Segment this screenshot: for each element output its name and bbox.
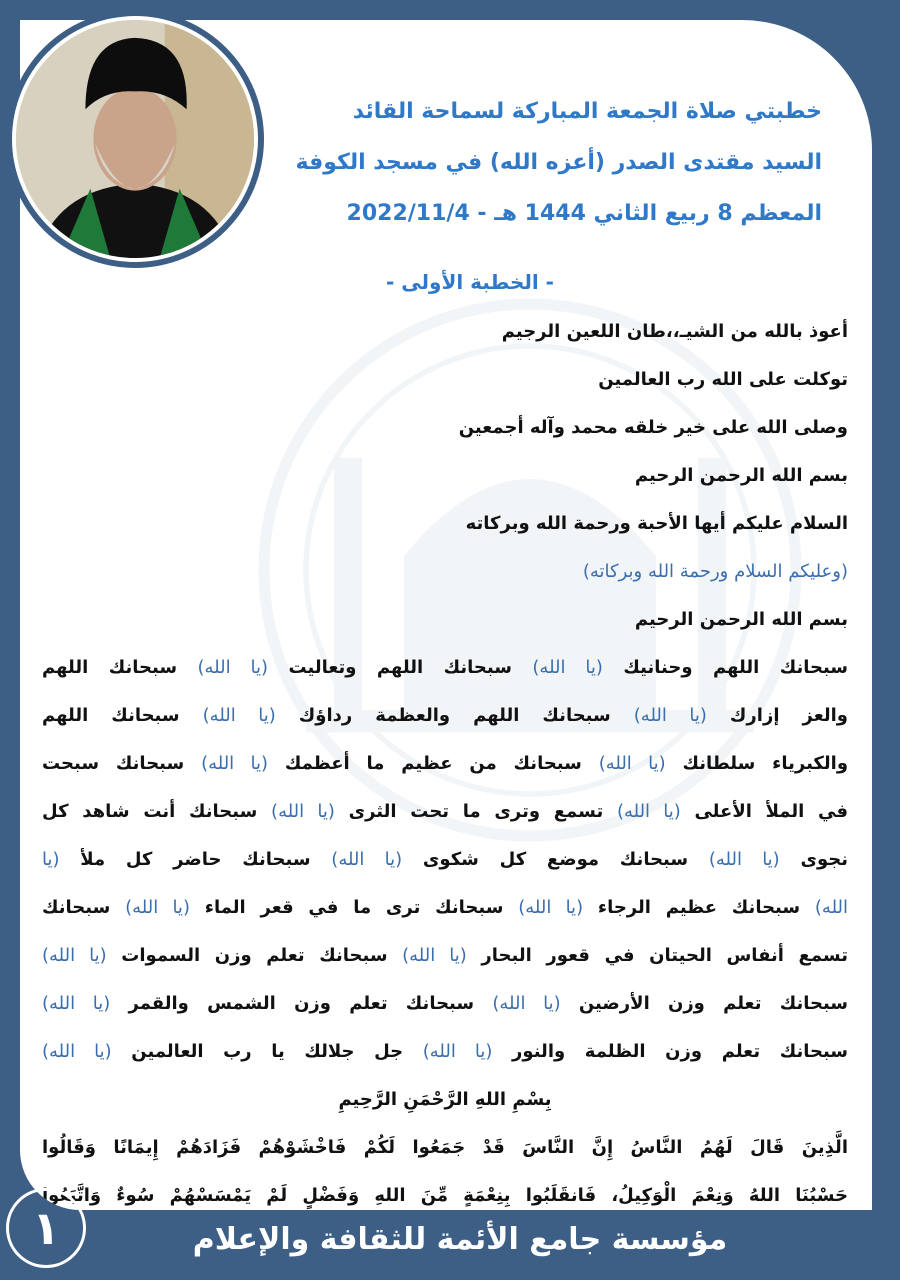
text-line: [42, 644, 848, 692]
invocation-phrase: (يا: [42, 849, 60, 870]
text-segment: سبحانك سبحت: [42, 753, 202, 774]
text-line: [42, 356, 848, 404]
text-line: [42, 1028, 848, 1076]
text-segment: سبحانك عظيم الرجاء: [583, 897, 815, 918]
text-line: [42, 404, 848, 452]
text-segment: في الملأ الأعلى: [680, 801, 849, 822]
invocation-phrase: الله): [814, 897, 849, 918]
invocation-phrase: (يا الله): [42, 1041, 112, 1062]
sermon-title: - الخطبة الأولى -: [386, 270, 554, 294]
text-segment: جل جلالك يا رب العالمين: [111, 1041, 423, 1062]
invocation-phrase: (يا الله): [518, 897, 584, 918]
text-segment: سبحانك ترى ما في قعر الماء: [189, 897, 519, 918]
text-line: [42, 596, 848, 644]
person-icon: [16, 20, 254, 258]
text-segment: والعز إزارك: [706, 705, 848, 726]
text-line: [42, 740, 848, 788]
header-line-2: السيد مقتدى الصدر (أعزه الله) في مسجد الكوفة: [295, 150, 822, 175]
text-segment: أعوذ بالله من الشيـ،،طان اللعين الرجيم: [501, 321, 848, 342]
text-segment: بِسْمِ اللهِ الرَّحْمَنِ الرَّحِيمِ: [338, 1089, 552, 1110]
text-line: [42, 308, 848, 356]
text-segment: سبحانك تعلم وزن الأرضين: [560, 993, 848, 1014]
header-line-1: خطبتي صلاة الجمعة المباركة لسماحة القائد: [352, 99, 822, 124]
invocation-phrase: (يا الله): [598, 753, 666, 774]
text-segment: بسم الله الرحمن الرحيم: [634, 609, 848, 630]
invocation-phrase: (يا الله): [402, 945, 467, 966]
invocation-phrase: (يا الله): [616, 801, 681, 822]
invocation-phrase: (يا الله): [42, 945, 107, 966]
page-number: ١: [6, 1188, 86, 1268]
invocation-phrase: (يا الله): [708, 849, 780, 870]
text-segment: حَسْبُنَا اللهُ وَنِعْمَ الْوَكِيلُ، فَانقَلَبُوا بِنِعْمَةٍ مِّنَ اللهِ وَفَضْلٍ لَمْ يَمْسَسْهُمْ سُوءٌ وَاتَّبَعُوا: [42, 1185, 848, 1206]
text-line: [42, 980, 848, 1028]
speaker-portrait: [6, 10, 264, 268]
text-segment: سبحانك اللهم وتعاليت: [268, 657, 533, 678]
portrait-image: [12, 16, 258, 262]
text-segment: سبحانك اللهم: [42, 705, 203, 726]
text-segment: سبحانك أنت شاهد كل: [42, 801, 272, 822]
text-segment: سبحانك من عظيم ما أعظمك: [268, 753, 599, 774]
text-segment: سبحانك اللهم وحنانيك: [602, 657, 849, 678]
text-segment: سبحانك: [42, 897, 126, 918]
header-title: [262, 86, 822, 239]
text-segment: سبحانك تعلم وزن الشمس والقمر: [110, 993, 493, 1014]
text-segment: سبحانك تعلم وزن السموات: [106, 945, 403, 966]
text-segment: السلام عليكم أيها الأحبة ورحمة الله وبركاته: [465, 513, 848, 534]
text-line: [42, 500, 848, 548]
invocation-phrase: (يا الله): [633, 705, 707, 726]
invocation-phrase: (يا الله): [331, 849, 403, 870]
text-segment: والكبرياء سلطانك: [665, 753, 849, 774]
header-line-3: المعظم 8 ربيع الثاني 1444 هـ - 2022/11/4: [346, 201, 822, 226]
text-line: [42, 884, 848, 932]
text-segment: نجوى: [779, 849, 848, 870]
text-segment: سبحانك اللهم والعظمة رداؤك: [275, 705, 634, 726]
text-line: [42, 788, 848, 836]
text-line: [42, 932, 848, 980]
invocation-phrase: (وعليكم السلام ورحمة الله وبركاته): [582, 561, 848, 582]
text-line: [42, 836, 848, 884]
invocation-phrase: (يا الله): [125, 897, 190, 918]
text-segment: بسم الله الرحمن الرحيم: [634, 465, 848, 486]
text-segment: سبحانك حاضر كل ملأ: [59, 849, 332, 870]
text-line: [42, 452, 848, 500]
invocation-phrase: (يا الله): [422, 1041, 493, 1062]
invocation-phrase: (يا الله): [532, 657, 603, 678]
text-line: [42, 1076, 848, 1124]
invocation-phrase: (يا الله): [492, 993, 561, 1014]
text-line: [42, 1124, 848, 1172]
text-segment: تسمع أنفاس الحيتان في قعور البحار: [466, 945, 848, 966]
text-segment: سبحانك تعلم وزن الظلمة والنور: [492, 1041, 848, 1062]
sermon-body: [42, 308, 848, 1210]
text-segment: سبحانك موضع كل شكوى: [402, 849, 709, 870]
publisher-footer: مؤسسة جامع الأئمة للثقافة والإعلام: [192, 1222, 728, 1257]
invocation-phrase: (يا الله): [202, 705, 276, 726]
text-line: [42, 692, 848, 740]
text-line: [42, 548, 848, 596]
invocation-phrase: (يا الله): [42, 993, 111, 1014]
text-segment: تسمع وترى ما تحت الثرى: [334, 801, 617, 822]
text-segment: الَّذِينَ قَالَ لَهُمُ النَّاسُ إِنَّ النَّاسَ قَدْ جَمَعُوا لَكُمْ فَاخْشَوْهُمْ فَزَادَهُمْ إِيمَانًا وَقَالُوا: [42, 1137, 848, 1158]
invocation-phrase: (يا الله): [197, 657, 269, 678]
text-segment: سبحانك اللهم: [42, 657, 198, 678]
invocation-phrase: (يا الله): [271, 801, 335, 822]
invocation-phrase: (يا الله): [201, 753, 268, 774]
text-segment: توكلت على الله رب العالمين: [598, 369, 848, 390]
text-segment: وصلى الله على خير خلقه محمد وآله أجمعين: [458, 417, 848, 438]
